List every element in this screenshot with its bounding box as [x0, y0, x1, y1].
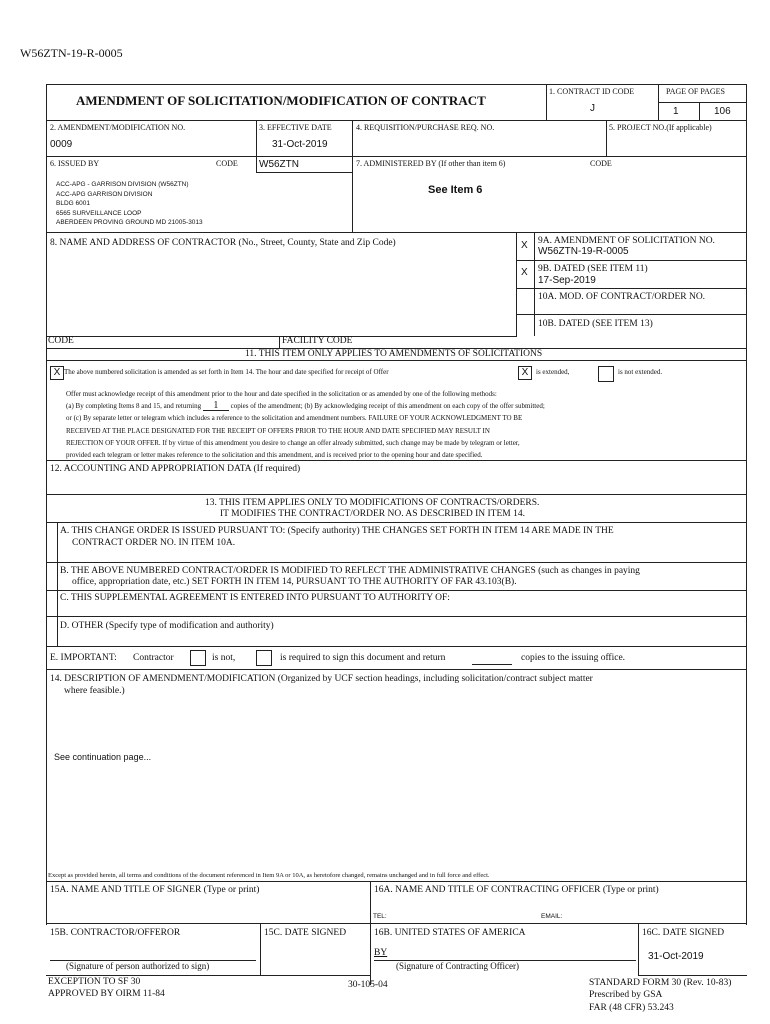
- supplemental-agreement: C. THIS SUPPLEMENTAL AGREEMENT IS ENTERED INTO PURSUANT TO AUTHORITY OF:: [60, 593, 450, 603]
- contractor-signature-caption: (Signature of person authorized to sign): [66, 961, 210, 971]
- document-id: W56ZTN-19-R-0005: [20, 46, 123, 60]
- administrative-changes-line2: office, appropriation date, etc.) SET FORTH IN ITEM 14, PURSUANT TO THE AUTHORITY OF FAR 43.103(B).: [72, 577, 517, 587]
- tel-label: TEL:: [373, 913, 387, 920]
- form-title: AMENDMENT OF SOLICITATION/MODIFICATION OF CONTRACT: [76, 93, 486, 108]
- administered-by-value: See Item 6: [428, 184, 483, 196]
- email-label: EMAIL:: [541, 913, 563, 920]
- is-required-label: is required to sign this document and return: [280, 653, 446, 663]
- amendment-no-value: 0009: [50, 139, 73, 150]
- signer-name-label: 15A. NAME AND TITLE OF SIGNER (Type or print): [50, 885, 260, 895]
- issued-by-label: 6. ISSUED BY: [50, 159, 100, 168]
- not-extended-label: is not extended.: [618, 368, 663, 376]
- mod-contract-label: 10A. MOD. OF CONTRACT/ORDER NO.: [538, 292, 706, 302]
- is-required-check[interactable]: [256, 650, 272, 666]
- rule: [746, 84, 747, 925]
- administrative-changes-line1: B. THE ABOVE NUMBERED CONTRACT/ORDER IS MODIFIED TO REFLECT THE ADMINISTRATIVE CHANGES (such as changes in paying: [60, 566, 640, 576]
- description-label-1: 14. DESCRIPTION OF AMENDMENT/MODIFICATION (Organized by UCF section headings, including solicitation/contract subject matter: [50, 674, 593, 684]
- rule: [46, 84, 47, 925]
- copies-tail: copies to the issuing office.: [521, 653, 626, 663]
- solicitation-amended-check[interactable]: X: [50, 366, 64, 380]
- description-label-2: where feasible.): [64, 686, 125, 696]
- effective-date-value: 31-Oct-2019: [272, 139, 328, 150]
- terms-unchanged: Except as provided herein, all terms and conditions of the document referenced in Item 9A or 10A, as heretofore changed, remains unchanged and in full force and effect.: [48, 872, 490, 879]
- footer-standard-form: STANDARD FORM 30 (Rev. 10-83): [589, 978, 732, 988]
- dated-label: 9B. DATED (SEE ITEM 11): [538, 264, 648, 274]
- copies-blank[interactable]: [472, 664, 512, 665]
- contract-id-value: J: [590, 103, 595, 114]
- issued-by-code: W56ZTN: [259, 159, 299, 170]
- facility-code-label: FACILITY CODE: [282, 336, 353, 346]
- date-signed-16c-value: 31-Oct-2019: [648, 951, 704, 962]
- contractor-label: 8. NAME AND ADDRESS OF CONTRACTOR (No., Street, County, State and Zip Code): [50, 238, 396, 248]
- acknowledgment-instructions: Offer must acknowledge receipt of this amendment prior to the hour and date specified in the solicitation or as amended by one of the following methods: (a) By completing Items 8 and 15, and returning 1 copies of the amendment; (b) By acknowledging receipt of this amendment on each copy of the offer submitted; or (c) By separate letter or telegram which includes a reference to the solicitation and amendment numbers. FAILURE OF YOUR ACKNOWLEDGMENT TO BE RECEIVED AT THE PLACE DESIGNATED FOR THE RECEIPT OF OFFERS PRIOR TO THE HOUR AND DATE SPECIFIED MAY RESULT IN REJECTION OF YOUR OFFER. If by virtue of this amendment you desire to change an offer already submitted, such change may be made by telegram or letter, provided each telegram or letter makes reference to the solicitation and this amendment, and is received prior to the opening hour and date specified.: [66, 390, 545, 460]
- date-signed-16c-label: 16C. DATE SIGNED: [642, 928, 725, 938]
- requisition-no-label: 4. REQUISITION/PURCHASE REQ. NO.: [356, 123, 495, 132]
- accounting-label: 12. ACCOUNTING AND APPROPRIATION DATA (If required): [50, 464, 301, 474]
- dated-value: 17-Sep-2019: [538, 275, 596, 286]
- contracting-officer-label: 16A. NAME AND TITLE OF CONTRACTING OFFICER (Type or print): [374, 885, 659, 895]
- extended-label: is extended,: [536, 368, 570, 376]
- date-signed-15c-label: 15C. DATE SIGNED: [264, 928, 347, 938]
- solicitation-amended-text: The above numbered solicitation is amended as set forth in Item 14. The hour and date specified for receipt of Offer: [64, 368, 389, 376]
- administered-by-code-label: CODE: [590, 159, 612, 168]
- administered-by-label: 7. ADMINISTERED BY (If other than item 6): [356, 159, 506, 168]
- dated-check[interactable]: X: [521, 267, 528, 278]
- amendment-no-label: 2. AMENDMENT/MODIFICATION NO.: [50, 123, 186, 132]
- section-13-heading-2: IT MODIFIES THE CONTRACT/ORDER NO. AS DESCRIBED IN ITEM 14.: [220, 509, 525, 519]
- contract-id-label: 1. CONTRACT ID CODE: [549, 87, 635, 96]
- amendment-solicitation-check[interactable]: X: [521, 240, 528, 251]
- footer-far: FAR (48 CFR) 53.243: [589, 1003, 674, 1013]
- footer-exception: EXCEPTION TO SF 30: [48, 977, 141, 987]
- contractor-word: Contractor: [133, 653, 174, 663]
- united-states-label: 16B. UNITED STATES OF AMERICA: [374, 928, 526, 938]
- mod-dated-label: 10B. DATED (SEE ITEM 13): [538, 319, 653, 329]
- effective-date-label: 3. EFFECTIVE DATE: [259, 123, 332, 132]
- officer-signature-caption: (Signature of Contracting Officer): [396, 961, 520, 971]
- change-order-line2: CONTRACT ORDER NO. IN ITEM 10A.: [72, 538, 236, 548]
- contractor-code-label: CODE: [48, 336, 74, 346]
- important-label: E. IMPORTANT:: [50, 653, 117, 663]
- other-modification: D. OTHER (Specify type of modification and authority): [60, 621, 274, 631]
- not-extended-check[interactable]: [598, 366, 614, 382]
- page-of-pages-label: PAGE OF PAGES: [666, 87, 725, 96]
- footer-center-code: 30-105-04: [348, 980, 388, 990]
- contractor-offeror-label: 15B. CONTRACTOR/OFFEROR: [50, 928, 181, 938]
- footer-approved: APPROVED BY OIRM 11-84: [48, 989, 165, 999]
- amendment-solicitation-value: W56ZTN-19-R-0005: [538, 246, 629, 257]
- page-number: 1: [673, 106, 679, 117]
- section-13-heading-1: 13. THIS ITEM APPLIES ONLY TO MODIFICATIONS OF CONTRACTS/ORDERS.: [205, 498, 540, 508]
- issued-by-address: ACC-APG - GARRISON DIVISION (W56ZTN) ACC-APG GARRISON DIVISION BLDG 6001 6565 SURVEILLANCE LOOP ABERDEEN PROVING GROUND MD 21005-3013: [56, 181, 203, 227]
- continuation-note: See continuation page...: [54, 752, 152, 762]
- section-11-heading: 11. THIS ITEM ONLY APPLIES TO AMENDMENTS OF SOLICITATIONS: [245, 349, 543, 359]
- project-no-label: 5. PROJECT NO.(If applicable): [609, 123, 712, 132]
- is-not-check[interactable]: [190, 650, 206, 666]
- amendment-solicitation-label: 9A. AMENDMENT OF SOLICITATION NO.: [538, 236, 715, 246]
- change-order-line1: A. THIS CHANGE ORDER IS ISSUED PURSUANT TO: (Specify authority) THE CHANGES SET FORTH IN ITEM 14 ARE MADE IN THE: [60, 526, 614, 536]
- issued-by-code-label: CODE: [216, 159, 238, 168]
- extended-check[interactable]: X: [518, 366, 532, 380]
- by-label: BY: [374, 948, 388, 958]
- page-total: 106: [714, 106, 731, 117]
- footer-prescribed: Prescribed by GSA: [589, 990, 663, 1000]
- is-not-label: is not,: [212, 653, 236, 663]
- copies-count: 1: [203, 401, 229, 411]
- rule: [46, 84, 747, 85]
